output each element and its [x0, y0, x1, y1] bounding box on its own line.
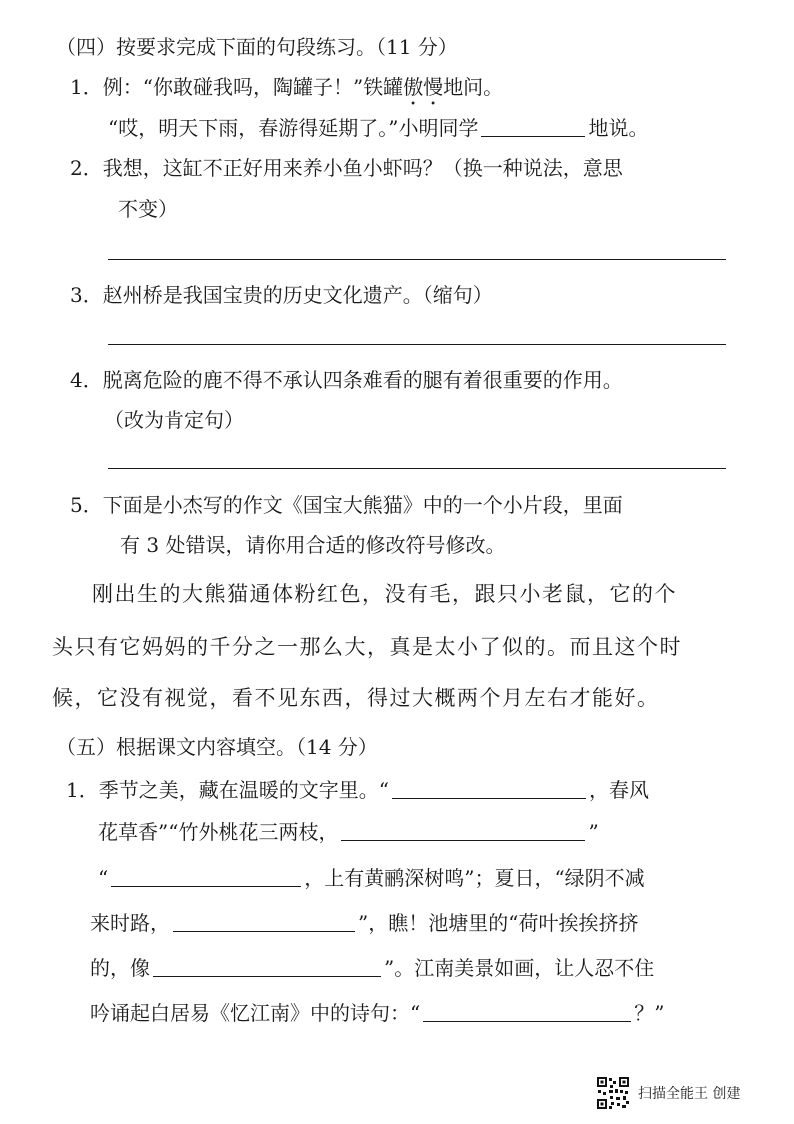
question-5-1-line5 [90, 954, 654, 982]
question-text: “ [98, 866, 109, 890]
answer-line[interactable] [108, 344, 726, 345]
question-text: ，上有黄鹂深树鸣”；夏日，“绿阴不减 [304, 866, 645, 890]
task-text-end: 地说。 [588, 116, 649, 140]
question-text: 下面是小杰写的作文《国宝大熊猫》中的一个小片段，里面 [102, 493, 623, 517]
qr-code-icon [596, 1076, 630, 1110]
question-text: 的，像 [90, 956, 150, 980]
question-4-3 [70, 281, 493, 309]
fill-blank[interactable] [341, 820, 585, 841]
question-4-2-cont: 不变） [118, 197, 178, 221]
question-4-5 [70, 491, 623, 519]
question-4-4-cont: （改为肯定句） [104, 408, 244, 432]
fill-blank[interactable] [481, 116, 585, 137]
question-text: ”。江南美景如画，让人忍不住 [384, 956, 655, 980]
question-text: 赵州桥是我国宝贵的历史文化遗产。（缩句） [102, 283, 493, 307]
question-4-2 [70, 154, 623, 182]
section5-heading: （五）根据课文内容填空。（14 分） [56, 735, 378, 759]
watermark-text: 扫描全能王 创建 [638, 1086, 741, 1102]
example-text: 例：“你敢碰我吗，陶罐子！”铁罐 [102, 75, 404, 99]
question-text: ” [588, 820, 599, 844]
section4-heading: （四）按要求完成下面的句段练习。（11 分） [56, 35, 458, 59]
answer-line[interactable] [108, 468, 726, 469]
question-5-1-line6 [90, 999, 664, 1027]
question-number: 3． [70, 283, 103, 307]
fill-blank[interactable] [392, 778, 586, 799]
question-text: 吟诵起白居易《忆江南》中的诗句：“ [90, 1001, 421, 1025]
question-text: 花草香”“竹外桃花三两枝， [98, 820, 339, 844]
question-number: 1． [66, 778, 99, 802]
question-text: 来时路， [90, 911, 170, 935]
question-5-1-line4 [90, 909, 638, 937]
passage-line: 候，它没有视觉，看不见东西，得过大概两个月左右才能好。 [52, 686, 660, 710]
question-text: 季节之美，藏在温暖的文字里。“ [98, 778, 389, 802]
question-4-1-task [108, 114, 648, 142]
dotted-word: 傲慢 [403, 75, 444, 99]
question-text: ？” [634, 1001, 665, 1025]
question-4-5-cont: 有 3 处错误，请你用合适的修改符号修改。 [120, 533, 506, 557]
question-number: 1． [70, 75, 103, 99]
fill-blank[interactable] [111, 866, 301, 887]
question-number: 2． [70, 156, 103, 180]
question-text: ，春风 [588, 778, 649, 802]
fill-blank[interactable] [153, 956, 381, 977]
question-number: 5． [70, 493, 103, 517]
question-4-1-example [70, 73, 503, 110]
question-5-1-line1 [66, 776, 649, 804]
passage-line: 刚出生的大熊猫通体粉红色，没有毛，跟只小老鼠，它的个 [92, 582, 677, 606]
example-text-end: 地问。 [443, 75, 504, 99]
question-5-1-line3 [98, 864, 645, 892]
fill-blank[interactable] [423, 1001, 631, 1022]
passage-line: 头只有它妈妈的千分之一那么大，真是太小了似的。而且这个时 [52, 635, 682, 659]
question-4-4 [70, 366, 623, 394]
question-text: 我想，这缸不正好用来养小鱼小虾吗？（换一种说法，意思 [102, 156, 623, 180]
fill-blank[interactable] [173, 911, 355, 932]
question-text: 脱离危险的鹿不得不承认四条难看的腿有着很重要的作用。 [102, 368, 623, 392]
scanner-watermark [596, 1076, 740, 1110]
question-5-1-line2 [98, 818, 599, 846]
answer-line[interactable] [108, 259, 726, 260]
question-number: 4． [70, 368, 103, 392]
question-text: ”，瞧！池塘里的“荷叶挨挨挤挤 [358, 911, 639, 935]
task-text: “哎，明天下雨，春游得延期了。”小明同学 [108, 116, 479, 140]
